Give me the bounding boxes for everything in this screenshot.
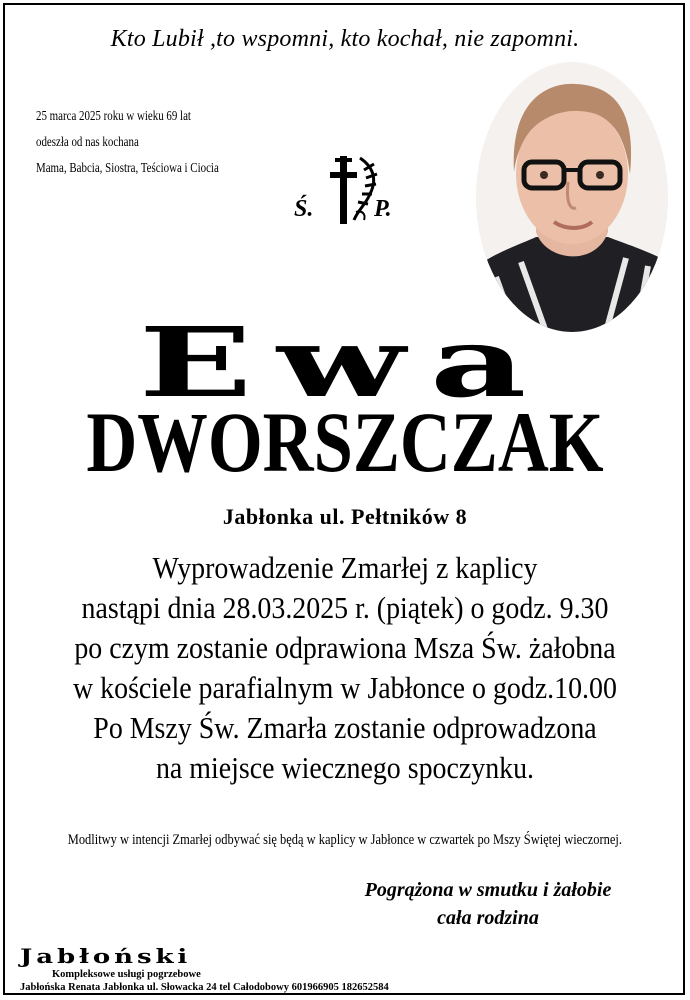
portrait-photo [476,62,668,332]
portrait-image [476,62,668,332]
intro-text [36,104,219,182]
cross-symbol [294,148,404,230]
surname: DWORSZCZAK [86,394,604,490]
details-line: na miejsce wiecznego spoczynku. [155,750,535,785]
prayer-note [0,832,690,849]
closing-line: Pogrążona w smutku i żałobie [364,879,612,901]
funeral-company [20,944,389,994]
details-line: Wyprowadzenie Zmarłej z kaplicy [152,550,538,585]
prayer-text: Modlitwy w intencji Zmarłej odbywać się będą w kaplicy w Jabłonce w czwartek po Mszy Świętej wieczornej. [67,832,623,848]
company-contact: Jabłońska Renata Jabłonka ul. Słowacka 24 tel Całodobowy 601966905 182652584 [20,982,389,993]
details-line: po czym zostanie odprawiona Msza Św. żałobna [74,630,616,665]
details-line: w kościele parafialnym w Jabłonce o godz.10.00 [73,670,617,705]
motto: Kto Lubił ,to wspomni, kto kochał, nie zapomni. [110,26,580,52]
funeral-details [0,548,690,788]
details-line: nastąpi dnia 28.03.2025 r. (piątek) o godz. 9.30 [81,590,609,625]
closing-line: cała rodzina [437,907,539,929]
address: Jabłonka ul. Pełtników 8 [222,504,468,529]
company-name: Jabłoński [20,944,192,968]
closing-signature [318,876,658,932]
details-line: Po Mszy Św. Zmarła zostanie odprowadzona [93,710,597,745]
intro-line: Mama, Babcia, Siostra, Teściowa i Ciocia [36,161,219,176]
first-name: Ewa [138,306,552,419]
sp-left: Ś. [294,196,314,222]
sp-right: P. [374,196,392,222]
intro-line: odeszła od nas kochana [36,135,139,150]
company-services: Kompleksowe usługi pogrzebowe [52,969,201,980]
intro-line: 25 marca 2025 roku w wieku 69 lat [36,109,191,124]
